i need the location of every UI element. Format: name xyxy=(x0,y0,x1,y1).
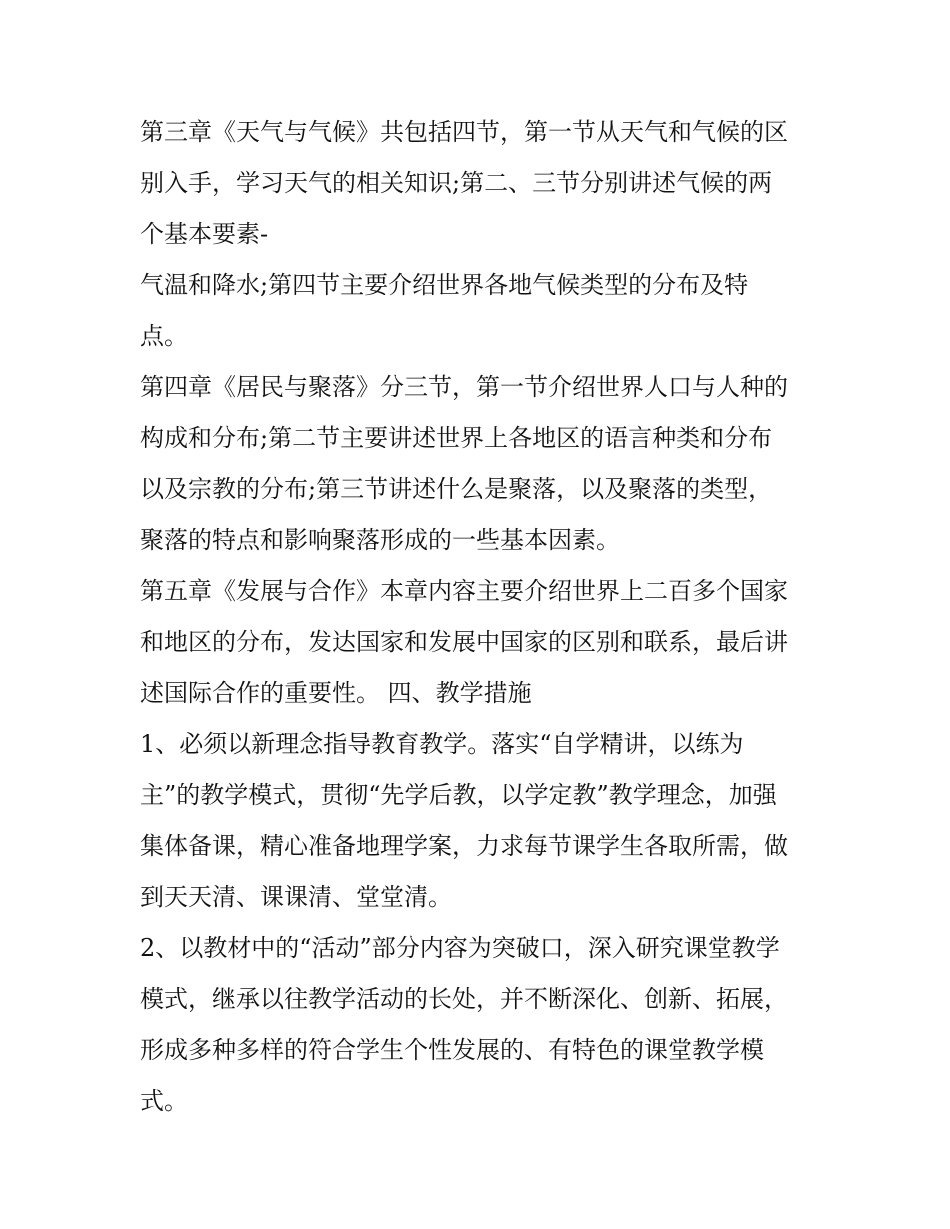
text-line: 构成和分布;第二节主要讲述世界上各地区的语言种类和分布 xyxy=(140,424,773,452)
text-line: 聚落的特点和影响聚落形成的一些基本因素。 xyxy=(140,526,620,554)
text-line: 述国际合作的重要性。 四、教学措施 xyxy=(140,679,532,707)
text-line: 别入手，学习天气的相关知识;第二、三节分别讲述气候的两 xyxy=(140,169,773,197)
text-line: 2、以教材中的“活动”部分内容为突破口，深入研究课堂教学 xyxy=(140,934,780,962)
text-line: 集体备课，精心准备地理学案，力求每节课学生各取所需，做 xyxy=(140,832,788,860)
text-line: 模式，继承以往教学活动的长处，并不断深化、创新、拓展， xyxy=(140,985,788,1013)
text-line: 式。 xyxy=(140,1087,188,1115)
text-line: 个基本要素- xyxy=(140,220,269,248)
text-line: 第四章《居民与聚落》分三节，第一节介绍世界人口与人种的 xyxy=(140,373,788,401)
text-line: 主”的教学模式，贯彻“先学后教，以学定教”教学理念，加强 xyxy=(140,781,777,809)
text-line: 形成多种多样的符合学生个性发展的、有特色的课堂教学模 xyxy=(140,1036,764,1064)
document-body xyxy=(140,107,820,1127)
text-line: 点。 xyxy=(140,322,188,350)
text-line: 和地区的分布，发达国家和发展中国家的区别和联系，最后讲 xyxy=(140,628,788,656)
text-line: 第五章《发展与合作》本章内容主要介绍世界上二百多个国家 xyxy=(140,577,788,605)
text-line: 以及宗教的分布;第三节讲述什么是聚落，以及聚落的类型， xyxy=(140,475,773,503)
text-line: 气温和降水;第四节主要介绍世界各地气候类型的分布及特 xyxy=(140,271,749,299)
text-line: 到天天清、课课清、堂堂清。 xyxy=(140,883,452,911)
text-line: 第三章《天气与气候》共包括四节，第一节从天气和气候的区 xyxy=(140,118,788,146)
text-line: 1、必须以新理念指导教育教学。落实“自学精讲，以练为 xyxy=(140,730,744,758)
